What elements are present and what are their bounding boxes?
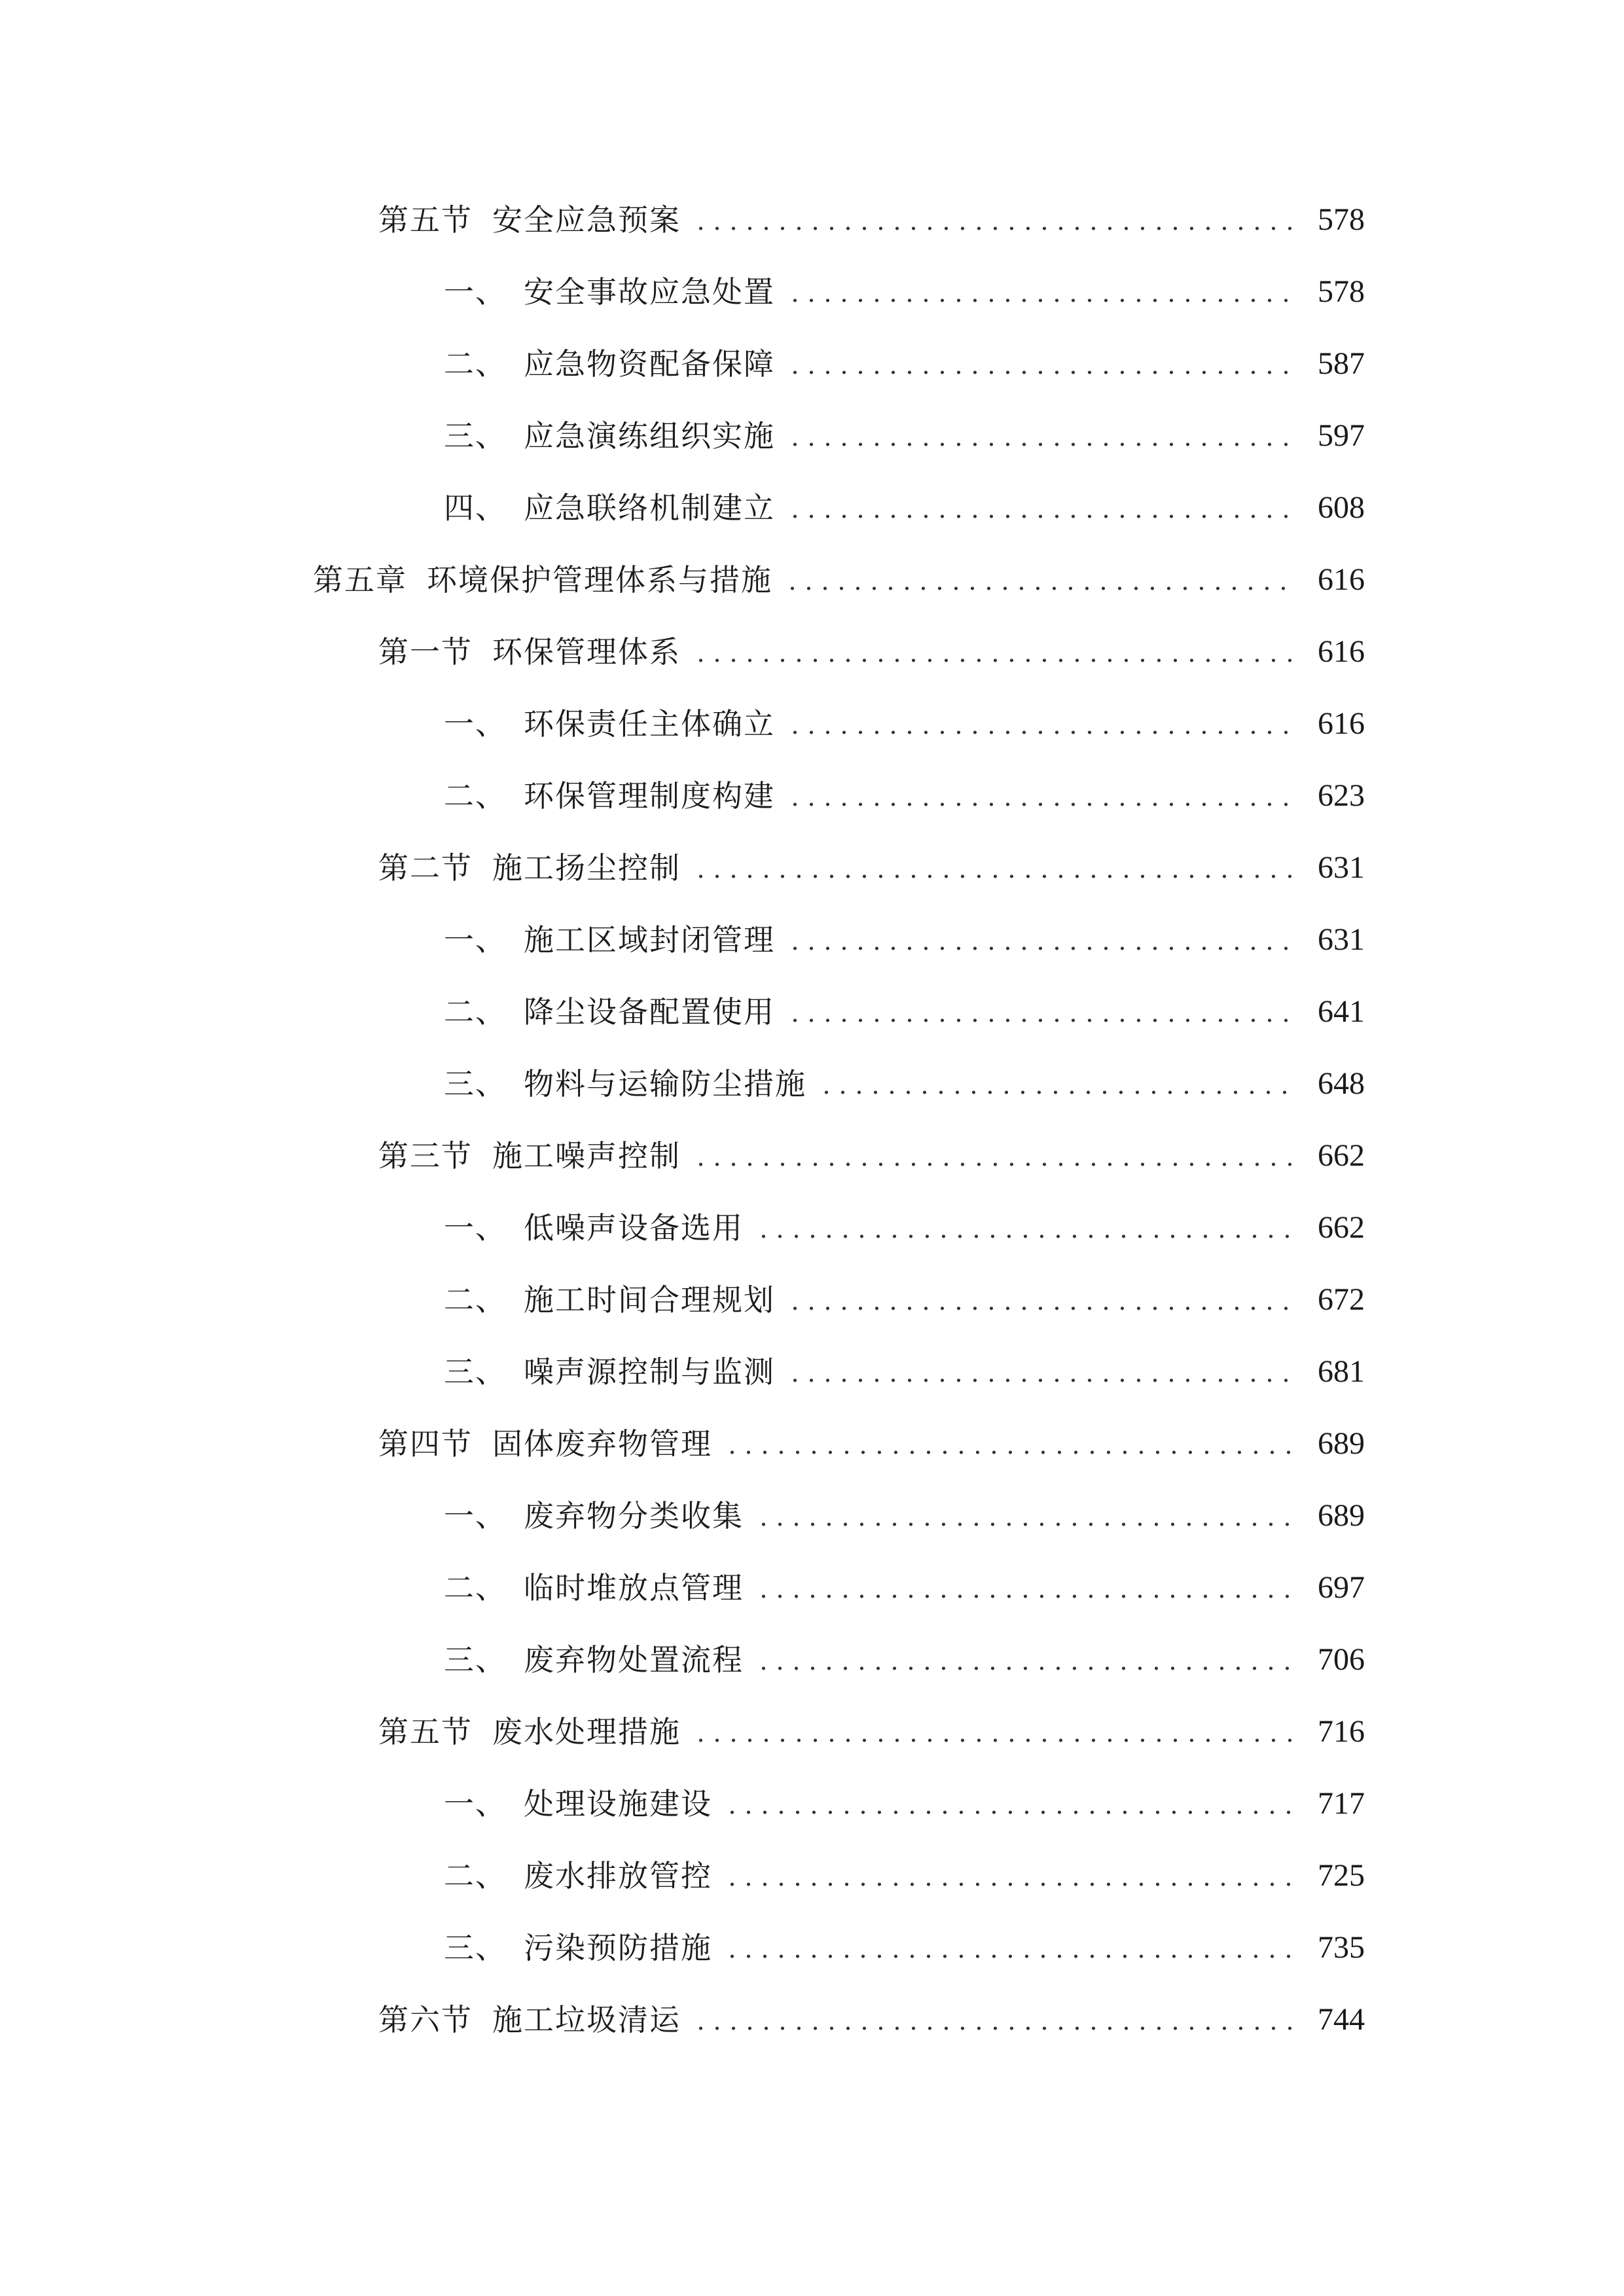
dot-leader: [755, 1634, 1291, 1686]
entry-title: 临时堆放点管理: [524, 1570, 744, 1605]
dot-leader: [693, 194, 1291, 246]
entry-head: [378, 626, 681, 678]
entry-head: [444, 1490, 744, 1542]
toc-entry-item[interactable]: [0, 1850, 1624, 1902]
toc-entry-chapter[interactable]: [0, 554, 1624, 606]
dot-leader: [787, 1274, 1291, 1326]
toc-entry-item[interactable]: [0, 1058, 1624, 1110]
entry-head: [378, 194, 681, 246]
entry-page-number: 717: [1318, 1786, 1365, 1821]
entry-title: 环保责任主体确立: [524, 706, 775, 742]
dot-leader: [755, 1202, 1291, 1254]
entry-page-number: 689: [1318, 1498, 1365, 1533]
dot-leader: [693, 1130, 1291, 1182]
toc-entry-section[interactable]: [0, 194, 1624, 246]
entry-title: 环境保护管理体系与措施: [427, 562, 772, 598]
entry-label: 第二节: [378, 850, 473, 886]
dot-leader: [787, 986, 1291, 1038]
dot-leader: [787, 770, 1291, 822]
entry-head: [444, 770, 775, 822]
entry-title: 应急演练组织实施: [524, 418, 775, 454]
entry-head: [378, 1994, 681, 2046]
entry-label: 二、: [444, 346, 507, 382]
entry-page-number: 631: [1318, 850, 1365, 885]
entry-title: 噪声源控制与监测: [524, 1354, 775, 1390]
toc-entry-section[interactable]: [0, 1706, 1624, 1758]
entry-label: 第三节: [378, 1138, 473, 1174]
dot-leader: [693, 1994, 1291, 2046]
toc-entry-item[interactable]: [0, 1562, 1624, 1614]
toc-entry-item[interactable]: [0, 482, 1624, 534]
entry-label: 二、: [444, 778, 507, 814]
dot-leader: [693, 1706, 1291, 1758]
dot-leader: [787, 1346, 1291, 1398]
entry-label: 四、: [444, 490, 507, 526]
entry-head: [444, 1562, 744, 1614]
entry-label: 一、: [444, 1498, 507, 1534]
entry-title: 施工区域封闭管理: [524, 922, 775, 958]
entry-page-number: 648: [1318, 1066, 1365, 1101]
entry-label: 二、: [444, 994, 507, 1030]
entry-label: 二、: [444, 1570, 507, 1605]
dot-leader: [693, 626, 1291, 678]
entry-page-number: 608: [1318, 490, 1365, 525]
entry-page-number: 744: [1318, 2002, 1365, 2037]
entry-head: [444, 1634, 744, 1686]
toc-entry-item[interactable]: [0, 1778, 1624, 1830]
entry-label: 一、: [444, 1786, 507, 1821]
entry-label: 二、: [444, 1858, 507, 1893]
toc-entry-item[interactable]: [0, 338, 1624, 390]
entry-page-number: 716: [1318, 1714, 1365, 1749]
entry-page-number: 641: [1318, 994, 1365, 1029]
entry-label: 三、: [444, 1066, 507, 1102]
entry-page-number: 689: [1318, 1426, 1365, 1461]
dot-leader: [693, 842, 1291, 894]
entry-head: [378, 1130, 681, 1182]
dot-leader: [724, 1922, 1291, 1974]
dot-leader: [724, 1778, 1291, 1830]
dot-leader: [787, 410, 1291, 462]
entry-page-number: 735: [1318, 1930, 1365, 1965]
entry-page-number: 578: [1318, 274, 1365, 309]
entry-label: 第五节: [378, 1714, 473, 1749]
toc-entry-item[interactable]: [0, 1634, 1624, 1686]
toc-entry-item[interactable]: [0, 1202, 1624, 1254]
entry-page-number: 616: [1318, 634, 1365, 669]
entry-head: [444, 698, 775, 750]
dot-leader: [787, 482, 1291, 534]
entry-title: 环保管理体系: [492, 634, 681, 670]
entry-page-number: 725: [1318, 1858, 1365, 1893]
entry-page-number: 662: [1318, 1138, 1365, 1173]
entry-label: 第一节: [378, 634, 473, 670]
entry-label: 一、: [444, 1210, 507, 1246]
entry-title: 安全应急预案: [492, 202, 681, 238]
entry-label: 三、: [444, 1930, 507, 1965]
entry-page-number: 616: [1318, 562, 1365, 597]
dot-leader: [787, 266, 1291, 318]
entry-head: [313, 554, 772, 606]
entry-page-number: 681: [1318, 1354, 1365, 1389]
entry-title: 固体废弃物管理: [492, 1426, 712, 1462]
entry-head: [444, 266, 775, 318]
toc-entry-section[interactable]: [0, 1418, 1624, 1470]
entry-title: 应急联络机制建立: [524, 490, 775, 526]
entry-label: 第五章: [313, 562, 407, 598]
entry-label: 一、: [444, 274, 507, 310]
entry-head: [444, 986, 775, 1038]
entry-label: 第四节: [378, 1426, 473, 1462]
toc-entry-item[interactable]: [0, 1274, 1624, 1326]
dot-leader: [787, 914, 1291, 966]
entry-page-number: 623: [1318, 778, 1365, 813]
entry-title: 废水排放管控: [524, 1858, 712, 1893]
entry-label: 一、: [444, 922, 507, 958]
entry-title: 安全事故应急处置: [524, 274, 775, 310]
entry-title: 施工垃圾清运: [492, 2002, 681, 2037]
entry-title: 施工扬尘控制: [492, 850, 681, 886]
entry-title: 物料与运输防尘措施: [524, 1066, 806, 1102]
dot-leader: [784, 554, 1291, 606]
entry-title: 废水处理措施: [492, 1714, 681, 1749]
entry-head: [378, 842, 681, 894]
entry-label: 三、: [444, 418, 507, 454]
entry-label: 二、: [444, 1282, 507, 1318]
entry-label: 第六节: [378, 2002, 473, 2037]
entry-head: [378, 1706, 681, 1758]
entry-head: [444, 914, 775, 966]
toc-entry-item[interactable]: [0, 1346, 1624, 1398]
dot-leader: [755, 1562, 1291, 1614]
toc-entry-section[interactable]: [0, 1994, 1624, 2046]
dot-leader: [787, 338, 1291, 390]
entry-head: [378, 1418, 712, 1470]
dot-leader: [724, 1418, 1291, 1470]
entry-head: [444, 1850, 712, 1902]
entry-page-number: 597: [1318, 418, 1365, 453]
entry-head: [444, 482, 775, 534]
entry-head: [444, 1202, 744, 1254]
toc-entry-item[interactable]: [0, 986, 1624, 1038]
entry-title: 施工时间合理规划: [524, 1282, 775, 1318]
toc-entry-section[interactable]: [0, 626, 1624, 678]
entry-label: 三、: [444, 1354, 507, 1390]
dot-leader: [755, 1490, 1291, 1542]
entry-title: 处理设施建设: [524, 1786, 712, 1821]
toc-entry-item[interactable]: [0, 770, 1624, 822]
toc-entry-item[interactable]: [0, 266, 1624, 318]
entry-head: [444, 1778, 712, 1830]
entry-page-number: 697: [1318, 1570, 1365, 1605]
entry-label: 三、: [444, 1642, 507, 1677]
entry-title: 废弃物分类收集: [524, 1498, 744, 1534]
entry-label: 一、: [444, 706, 507, 742]
dot-leader: [818, 1058, 1291, 1110]
entry-title: 低噪声设备选用: [524, 1210, 744, 1246]
entry-title: 污染预防措施: [524, 1930, 712, 1965]
toc-entry-section[interactable]: [0, 1130, 1624, 1182]
toc-entry-item[interactable]: [0, 698, 1624, 750]
entry-page-number: 587: [1318, 346, 1365, 381]
dot-leader: [787, 698, 1291, 750]
entry-head: [444, 1274, 775, 1326]
toc-entry-item[interactable]: [0, 1922, 1624, 1974]
entry-title: 施工噪声控制: [492, 1138, 681, 1174]
entry-title: 降尘设备配置使用: [524, 994, 775, 1030]
entry-head: [444, 1346, 775, 1398]
toc-entry-item[interactable]: [0, 410, 1624, 462]
toc-entry-section[interactable]: [0, 842, 1624, 894]
entry-label: 第五节: [378, 202, 473, 238]
entry-page-number: 672: [1318, 1282, 1365, 1317]
entry-title: 环保管理制度构建: [524, 778, 775, 814]
entry-title: 应急物资配备保障: [524, 346, 775, 382]
entry-page-number: 662: [1318, 1210, 1365, 1245]
entry-head: [444, 338, 775, 390]
entry-page-number: 578: [1318, 202, 1365, 237]
entry-head: [444, 1058, 806, 1110]
entry-page-number: 631: [1318, 922, 1365, 957]
entry-title: 废弃物处置流程: [524, 1642, 744, 1677]
entry-head: [444, 1922, 712, 1974]
toc-entry-item[interactable]: [0, 1490, 1624, 1542]
entry-page-number: 616: [1318, 706, 1365, 741]
dot-leader: [724, 1850, 1291, 1902]
entry-head: [444, 410, 775, 462]
toc-entry-item[interactable]: [0, 914, 1624, 966]
entry-page-number: 706: [1318, 1642, 1365, 1677]
